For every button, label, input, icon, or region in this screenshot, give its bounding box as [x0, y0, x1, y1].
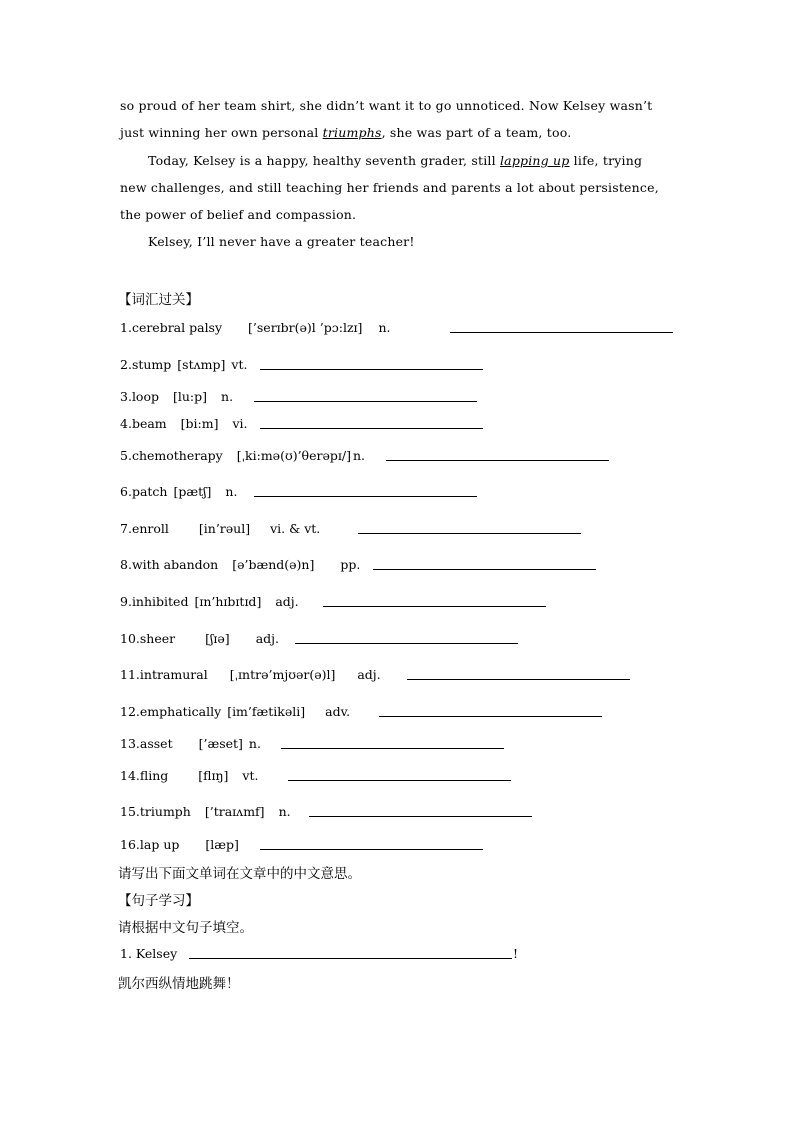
answer-blank[interactable]: [323, 606, 546, 607]
passage-line-1: so proud of her team shirt, she didn’t want it to go unnoticed. Now Kelsey wasn’t: [120, 98, 653, 113]
vocab-phonetic: [stʌmp]: [177, 357, 226, 372]
vocab-pos: n.: [352, 448, 365, 463]
vocab-number: 7.: [120, 521, 132, 536]
vocab-pos: n.: [221, 389, 234, 404]
underlined-word-lapping-up: lapping up: [499, 153, 570, 168]
answer-blank[interactable]: [260, 849, 483, 850]
vocab-word: emphatically: [139, 704, 222, 719]
vocab-pos: adj.: [275, 594, 299, 609]
vocab-phonetic: [’æset]: [198, 736, 243, 751]
vocab-word: stump: [131, 357, 172, 372]
vocab-row: [120, 357, 247, 373]
passage-text: life, trying: [569, 153, 643, 168]
vocab-row: [120, 768, 258, 784]
vocab-phonetic: [bi:m]: [180, 416, 219, 431]
vocab-word: inhibited: [131, 594, 189, 609]
vocab-pos: adj.: [255, 631, 279, 646]
vocab-phonetic: [’serɪbr(ə)l ’pɔ:lzɪ]: [248, 320, 363, 335]
vocab-phonetic: [flɪŋ]: [198, 768, 229, 783]
answer-blank[interactable]: [386, 460, 609, 461]
vocab-pos: adj.: [357, 667, 381, 682]
vocab-number: 15.: [120, 804, 140, 819]
vocab-row: [120, 736, 261, 752]
vocab-pos: pp.: [340, 557, 361, 572]
vocab-instruction: 请写出下面文单词在文章中的中文意思。: [118, 866, 361, 882]
vocab-number: 1.: [120, 320, 132, 335]
answer-blank[interactable]: [254, 401, 477, 402]
vocab-number: 16.: [120, 837, 140, 852]
vocab-number: 8.: [120, 557, 132, 572]
answer-blank[interactable]: [379, 716, 602, 717]
underlined-word-triumphs: triumphs: [322, 125, 382, 140]
vocab-number: 5.: [120, 448, 132, 463]
vocab-phonetic: [ʃɪə]: [205, 631, 230, 646]
vocab-row: [120, 631, 279, 647]
answer-blank[interactable]: [260, 369, 483, 370]
vocab-phonetic: [im’fætikəli]: [227, 704, 306, 719]
vocab-pos: vi.: [232, 416, 248, 431]
vocab-pos: vt.: [242, 768, 259, 783]
vocab-number: 14.: [120, 768, 140, 783]
vocab-phonetic: [ˌki:mə(ʊ)’θerəpɪ/]: [236, 448, 351, 463]
sentence-heading: 【句子学习】: [118, 893, 199, 909]
passage-line-6: Kelsey, I’ll never have a greater teacher!: [148, 234, 415, 249]
vocab-phonetic: [ˌɪntrə’mjʊər(ə)l]: [229, 667, 336, 682]
vocab-word: cerebral palsy: [131, 320, 223, 335]
vocab-pos: n.: [378, 320, 391, 335]
answer-blank[interactable]: [295, 643, 518, 644]
vocab-word: intramural: [139, 667, 208, 682]
vocab-row: [120, 667, 381, 683]
answer-blank[interactable]: [407, 679, 630, 680]
vocab-phonetic: [in’rəul]: [198, 521, 251, 536]
vocab-row: [120, 320, 390, 336]
passage-line-5: the power of belief and compassion.: [120, 207, 357, 222]
vocab-word: sheer: [139, 631, 176, 646]
vocab-word: chemotherapy: [131, 448, 223, 463]
vocab-word: loop: [131, 389, 159, 404]
vocab-phonetic: [’traɪʌmf]: [204, 804, 265, 819]
vocab-phonetic: [læp]: [205, 837, 239, 852]
sentence-suffix: !: [513, 946, 519, 961]
answer-blank[interactable]: [373, 569, 596, 570]
vocab-row: [120, 594, 299, 610]
vocab-number: 9.: [120, 594, 132, 609]
passage-text: Today, Kelsey is a happy, healthy seventh grader, still: [148, 153, 500, 168]
vocab-phonetic: [lu:p]: [173, 389, 208, 404]
vocab-word: asset: [139, 736, 173, 751]
vocab-row: [120, 837, 239, 853]
sentence-row-1: [120, 946, 177, 962]
passage-text: just winning her own personal: [120, 125, 323, 140]
passage-text: , she was part of a team, too.: [381, 125, 572, 140]
vocab-phonetic: [pætʃ]: [173, 484, 212, 499]
passage-line-3: [148, 153, 642, 168]
vocab-row: [120, 521, 320, 537]
vocab-word: with abandon: [131, 557, 219, 572]
vocab-row: [120, 704, 350, 720]
passage-line-4: new challenges, and still teaching her friends and parents a lot about persistence,: [120, 180, 659, 195]
vocab-number: 2.: [120, 357, 132, 372]
answer-blank[interactable]: [358, 533, 581, 534]
vocab-row: [120, 448, 365, 464]
vocab-word: enroll: [131, 521, 169, 536]
answer-blank[interactable]: [309, 816, 532, 817]
vocab-row: [120, 389, 233, 405]
answer-blank[interactable]: [288, 780, 511, 781]
vocab-word: lap up: [139, 837, 180, 852]
sentence-prefix: 1. Kelsey: [120, 946, 178, 961]
vocab-word: patch: [131, 484, 168, 499]
sentence-blank[interactable]: [189, 958, 512, 959]
passage-line-2: [120, 125, 571, 140]
answer-blank[interactable]: [450, 332, 673, 333]
vocab-number: 11.: [120, 667, 140, 682]
vocab-row: [120, 416, 248, 432]
vocab-number: 13.: [120, 736, 140, 751]
vocab-word: triumph: [139, 804, 191, 819]
vocab-pos: vt.: [231, 357, 248, 372]
vocab-pos: vi. & vt.: [270, 521, 321, 536]
vocab-number: 3.: [120, 389, 132, 404]
vocab-pos: n.: [248, 736, 261, 751]
vocab-pos: n.: [278, 804, 291, 819]
vocab-word: beam: [131, 416, 167, 431]
vocab-pos: adv.: [325, 704, 351, 719]
answer-blank[interactable]: [281, 748, 504, 749]
vocab-heading: 【词汇过关】: [118, 292, 199, 308]
vocab-phonetic: [ɪn’hɪbɪtɪd]: [194, 594, 262, 609]
vocab-row: [120, 804, 291, 820]
answer-blank[interactable]: [254, 496, 477, 497]
vocab-number: 12.: [120, 704, 140, 719]
answer-blank[interactable]: [260, 428, 483, 429]
sentence-translation: 凯尔西纵情地跳舞！: [118, 976, 240, 992]
vocab-row: [120, 484, 237, 500]
vocab-word: fling: [139, 768, 169, 783]
vocab-pos: n.: [225, 484, 238, 499]
vocab-number: 4.: [120, 416, 132, 431]
vocab-number: 6.: [120, 484, 132, 499]
vocab-row: [120, 557, 360, 573]
vocab-number: 10.: [120, 631, 140, 646]
vocab-phonetic: [ə’bænd(ə)n]: [232, 557, 315, 572]
sentence-instruction: 请根据中文句子填空。: [118, 920, 253, 936]
